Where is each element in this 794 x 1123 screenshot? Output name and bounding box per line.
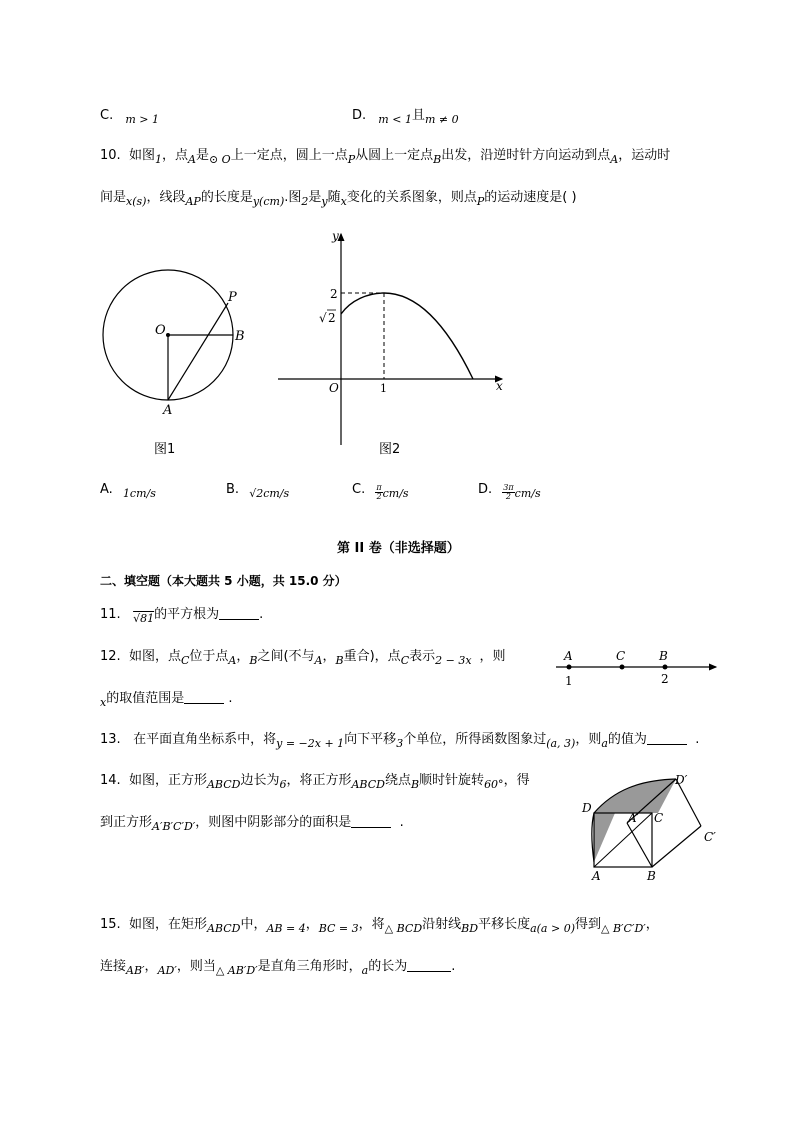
q14-line2: 到正方形$_{A'B'C'D'}$，则图中阴影部分的面积是 . [100,815,404,833]
svg-text:C′: C′ [704,830,716,844]
q9-option-d[interactable]: D. $_{m < 1}$且$_{m \ne 0}$ [352,108,459,126]
q10-option-b[interactable]: B. $_{√2cm/s}$ [226,482,290,500]
fig1-label-o: O [155,323,166,338]
fig2-label-o: O [329,381,339,395]
q12-number-line [556,648,726,688]
svg-text:2: 2 [661,672,669,686]
q11: 11. $_{√81}$的平方根为 . [100,607,264,625]
q9-option-c[interactable]: C. $_{m > 1}$ [100,108,159,126]
q14-figure-rotated-squares [578,770,728,885]
section-heading: 二、填空题（本大题共 5 小题，共 15.0 分） [100,574,347,588]
svg-text:B: B [647,869,656,883]
part2-title: 第 II 卷（非选择题） [337,541,460,556]
q10-option-d[interactable]: D. $\frac{3\pi}{2}$ $_{cm/s}$ [478,482,541,501]
q10-option-c[interactable]: C. $\frac{\pi}{2}$ $_{cm/s}$ [352,482,409,501]
svg-text:A′: A′ [628,811,640,825]
svg-text:C: C [654,811,664,825]
q15-line2: 连接$_{AB'}$，$_{AD'}$，则当$_{\triangle AB'D'}$是直角三角形时，$_a$的长为 . [100,959,456,977]
q12-answer-blank[interactable] [184,690,224,704]
svg-text:B: B [659,649,668,663]
fig1-label-b: B [235,329,245,344]
fig1-label-p: P [228,290,237,305]
q10-line2: 间是$_{x(s)}$，线段$_{AP}$的长度是$_{y(cm)}$.图$_2$是$_y$随$_x$变化的关系图象，则点$_P$的运动速度是( ) [100,190,577,208]
q15-line1: 15. 如图，在矩形$_{ABCD}$中，$_{AB = 4}$，$_{BC = 3}$，将$_{\triangle BCD}$沿射线$_{BD}$平移长度$_{a(a > 0)}$得到$_{\triangle B'C'D'}$， [100,917,659,935]
svg-text:D: D [582,801,592,815]
svg-text:A: A [592,869,601,883]
q11-answer-blank[interactable] [219,606,259,620]
q10-figure1-circle [100,270,245,418]
q10-figure2-graph [276,228,516,448]
fig2-tick-sqrt2: 2 [328,311,336,325]
svg-text:1: 1 [565,674,573,688]
fig1-caption: 图1 [154,442,176,457]
q10-option-a[interactable]: A. $_{1cm/s}$ [100,482,156,500]
q13: 13. 在平面直角坐标系中，将$_{y = -2x + 1}$向下平移$_3$个单位，所得函数图象过$_{(a, 3)}$，则$_a$的值为 . [100,732,700,750]
svg-text:D′: D′ [675,773,688,787]
fig2-radical-sign: √ [319,311,327,325]
q15-answer-blank[interactable] [407,958,451,972]
svg-text:A: A [564,649,573,663]
q12-line2: $_x$的取值范围是 . [100,691,233,709]
q12-line1: 12. 如图，点$_C$位于点$_A$，$_B$之间(不与$_A$，$_B$重合)，点$_C$表示$_{2 - 3x}$ ，则 [100,649,506,667]
fig2-tick-1: 1 [380,382,387,395]
q13-answer-blank[interactable] [647,731,687,745]
svg-text:C: C [616,649,626,663]
q10-line1: 10. 如图$_1$，点$_A$是$_{⊙ O}$上一定点，圆上一点$_P$从圆上一定点$_B$出发，沿逆时针方向运动到点$_A$，运动时 [100,148,671,166]
fig2-caption: 图2 [379,442,401,457]
q14-line1: 14. 如图，正方形$_{ABCD}$边长为$_6$，将正方形$_{ABCD}$绕点$_B$顺时针旋转$_{60^\circ}$，得 [100,773,530,791]
q14-answer-blank[interactable] [351,814,391,828]
fig2-tick-2: 2 [330,287,338,301]
fig2-label-y: y [332,229,339,243]
fig1-label-a: A [163,403,173,418]
fig2-label-x: x [496,379,503,393]
